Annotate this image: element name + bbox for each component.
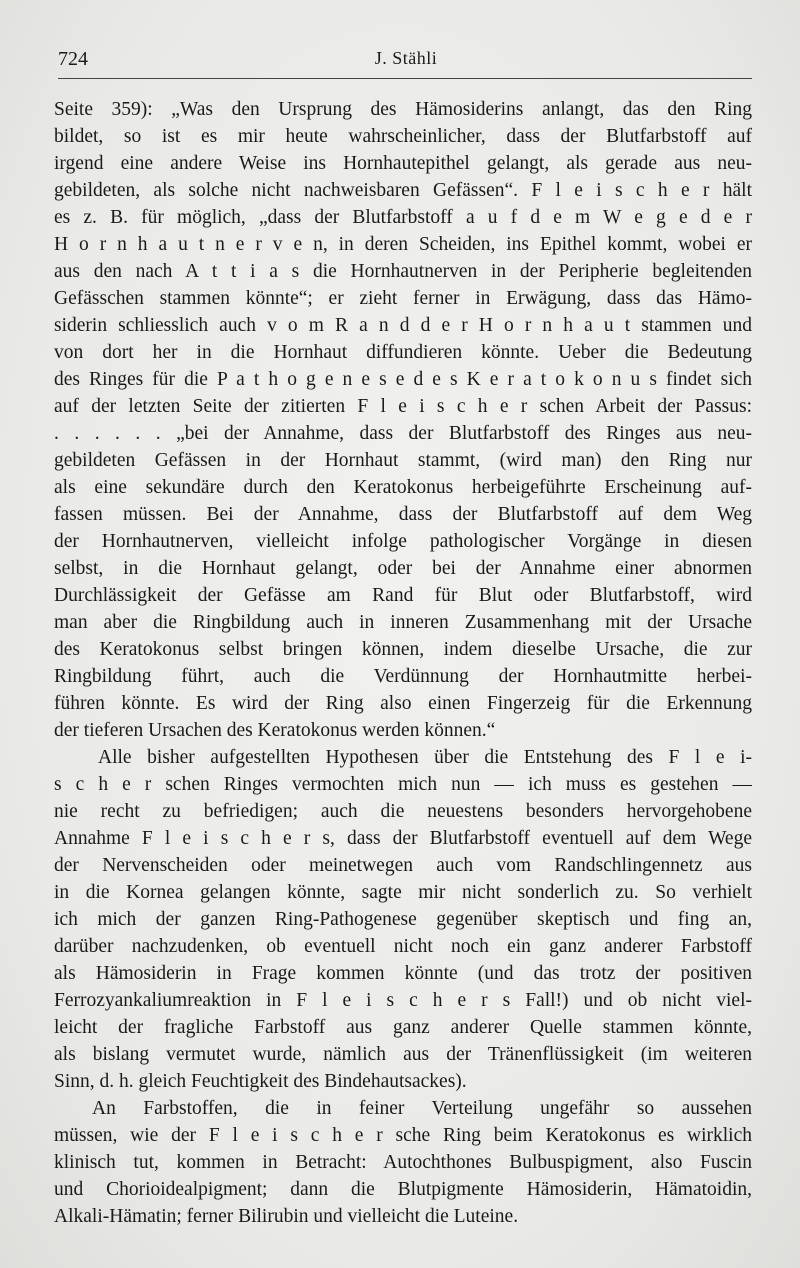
text-line: darüber nachzudenken, ob eventuell nicht noch ein ganz anderer Farbstoff — [54, 936, 752, 957]
text-line: auf der letzten Seite der zitierten F l e i s c h e r schen Arbeit der Passus: — [54, 396, 752, 417]
text-line: man aber die Ringbildung auch in inneren Zusammenhang mit der Ursache — [54, 612, 752, 633]
text-line: . . . . . . „bei der Annahme, dass der Blutfarbstoff des Ringes aus neu- — [54, 423, 752, 444]
text-line: aus den nach A t t i a s die Hornhautnerven in der Peripherie begleitenden — [54, 261, 752, 282]
text-line: Durchlässigkeit der Gefässe am Rand für Blut oder Blutfarbstoff, wird — [54, 585, 752, 606]
text-line: führen könnte. Es wird der Ring also einen Fingerzeig für die Erkennung — [54, 693, 752, 714]
text-line: selbst, in die Hornhaut gelangt, oder bei der Annahme einer abnormen — [54, 558, 752, 579]
text-line: nie recht zu befriedigen; auch die neuestens besonders hervorgehobene — [54, 801, 752, 822]
text-line: Seite 359): „Was den Ursprung des Hämosiderins anlangt, das den Ring — [54, 99, 752, 120]
text-line: leicht der fragliche Farbstoff aus ganz anderer Quelle stammen könnte, — [54, 1017, 752, 1038]
text-line: der Hornhautnerven, vielleicht infolge pathologischer Vorgänge in diesen — [54, 531, 752, 552]
text-line: ich mich der ganzen Ring-Pathogenese gegenüber skeptisch und fing an, — [54, 909, 752, 930]
text-line: fassen müssen. Bei der Annahme, dass der Blutfarbstoff auf dem Weg — [54, 504, 752, 525]
text-line: bildet, so ist es mir heute wahrscheinlicher, dass der Blutfarbstoff auf — [54, 126, 752, 147]
text-line: gebildeten Gefässen in der Hornhaut stammt, (wird man) den Ring nur — [54, 450, 752, 471]
text-line: s c h e r schen Ringes vermochten mich nun — ich muss es gestehen — — [54, 774, 752, 795]
text-line: des Ringes für die P a t h o g e n e s e d e s K e r a t o k o n u s findet sich — [54, 369, 752, 390]
header-rule — [58, 78, 752, 79]
text-line: und Chorioidealpigment; dann die Blutpigmente Hämosiderin, Hämatoidin, — [54, 1179, 752, 1200]
text-line: von dort her in die Hornhaut diffundieren könnte. Ueber die Bedeutung — [54, 342, 752, 363]
text-line: der tieferen Ursachen des Keratokonus werden können.“ — [54, 720, 496, 741]
text-line: siderin schliesslich auch v o m R a n d d e r H o r n h a u t stammen und — [54, 315, 752, 336]
text-line: Alkali-Hämatin; ferner Bilirubin und vielleicht die Luteine. — [54, 1206, 519, 1227]
text-line: als Hämosiderin in Frage kommen könnte (und das trotz der positiven — [54, 963, 752, 984]
text-line: des Keratokonus selbst bringen können, indem dieselbe Ursache, die zur — [54, 639, 752, 660]
body-text — [54, 96, 752, 1230]
text-line: An Farbstoffen, die in feiner Verteilung ungefähr so aussehen — [92, 1098, 752, 1119]
text-line: irgend eine andere Weise ins Hornhautepithel gelangt, als gerade aus neu- — [54, 153, 752, 174]
text-line: gebildeten, als solche nicht nachweisbaren Gefässen“. F l e i s c h e r hält — [54, 180, 752, 201]
text-line: Ringbildung führt, auch die Verdünnung der Hornhautmitte herbei- — [54, 666, 752, 687]
running-head: J. Stähli — [374, 48, 438, 68]
text-line: H o r n h a u t n e r v e n, in deren Scheiden, ins Epithel kommt, wobei er — [54, 234, 752, 255]
text-line: als eine sekundäre durch den Keratokonus herbeigeführte Erscheinung auf- — [54, 477, 752, 498]
text-line: müssen, wie der F l e i s c h e r sche Ring beim Keratokonus es wirklich — [54, 1125, 752, 1146]
text-line: Sinn, d. h. gleich Feuchtigkeit des Bindehautsackes). — [54, 1071, 467, 1092]
text-line: der Nervenscheiden oder meinetwegen auch vom Randschlingennetz aus — [54, 855, 752, 876]
text-line: Annahme F l e i s c h e r s, dass der Blutfarbstoff eventuell auf dem Wege — [54, 828, 752, 849]
text-line: es z. B. für möglich, „dass der Blutfarbstoff a u f d e m W e g e d e r — [54, 207, 752, 228]
text-line: klinisch tut, kommen in Betracht: Autochthones Bulbuspigment, also Fuscin — [54, 1152, 752, 1173]
text-line: Alle bisher aufgestellten Hypothesen über die Entstehung des F l e i- — [98, 747, 752, 768]
page-header — [58, 48, 754, 76]
text-line: Gefässchen stammen könnte“; er zieht ferner in Erwägung, dass das Hämo- — [54, 288, 752, 309]
text-line: in die Kornea gelangen könnte, sagte mir nicht sonderlich zu. So verhielt — [54, 882, 752, 903]
text-line: Ferrozyankaliumreaktion in F l e i s c h e r s Fall!) und ob nicht viel- — [54, 990, 752, 1011]
page-number: 724 — [58, 48, 88, 70]
text-line: als bislang vermutet wurde, nämlich aus der Tränenflüssigkeit (im weiteren — [54, 1044, 752, 1065]
